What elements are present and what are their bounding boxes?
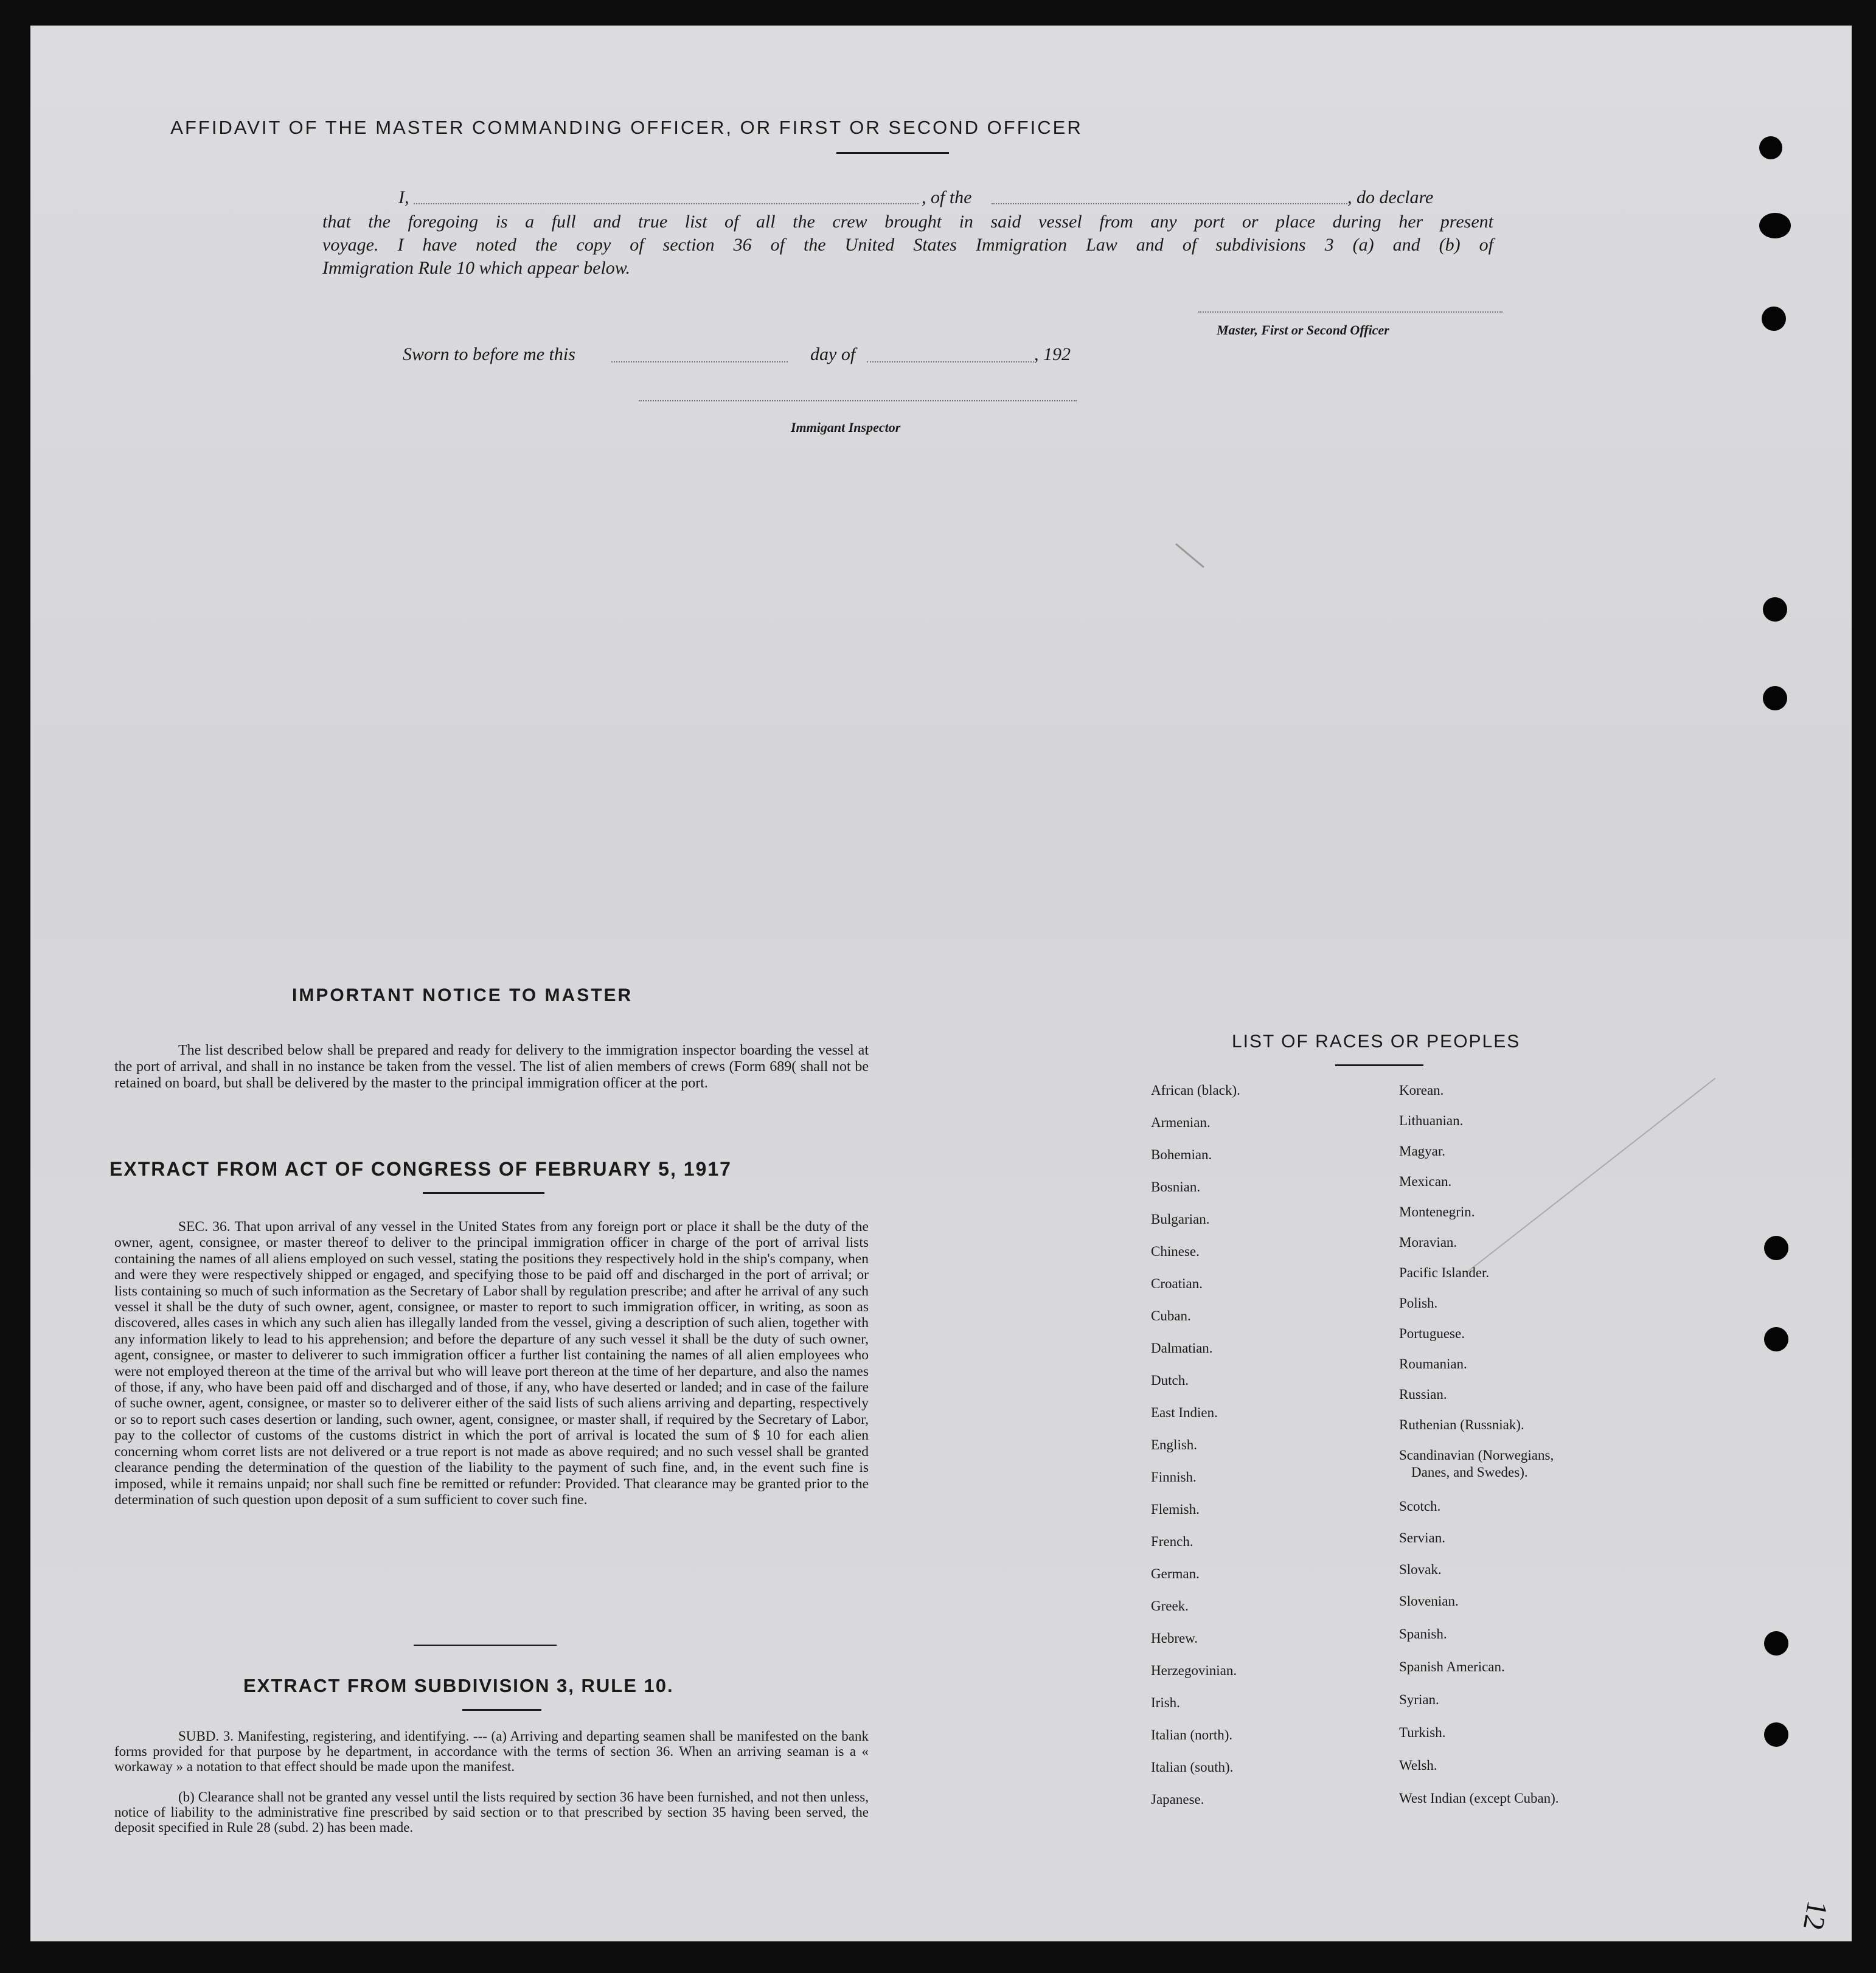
inspector-signature-field[interactable] <box>639 400 1077 401</box>
race-item: Magyar. <box>1399 1143 1446 1159</box>
divider <box>423 1192 544 1194</box>
race-item: Japanese. <box>1151 1792 1204 1807</box>
punch-hole-icon <box>1764 1327 1788 1351</box>
race-item: Croatian. <box>1151 1276 1203 1291</box>
divider <box>836 152 949 154</box>
race-item: Dutch. <box>1151 1373 1189 1388</box>
race-item: Danes, and Swedes). <box>1411 1465 1528 1480</box>
race-item: Servian. <box>1399 1530 1446 1545</box>
race-item: Spanish. <box>1399 1626 1447 1642</box>
race-item: Dalmatian. <box>1151 1340 1213 1356</box>
punch-hole-icon <box>1764 1236 1788 1260</box>
race-item: Italian (north). <box>1151 1727 1233 1742</box>
race-item: East Indien. <box>1151 1405 1218 1420</box>
stray-mark <box>1465 1078 1715 1274</box>
race-item: Scandinavian (Norwegians, <box>1399 1448 1554 1463</box>
sworn-month-field[interactable] <box>867 361 1034 362</box>
race-item: Bohemian. <box>1151 1147 1212 1162</box>
race-item: Greek. <box>1151 1598 1189 1614</box>
declaration-line-2: that the foregoing is a full and true list of all the crew brought in said vessel from any port or place during her present <box>322 212 1493 232</box>
race-item: Pacific Islander. <box>1399 1265 1490 1280</box>
race-item: Flemish. <box>1151 1502 1200 1517</box>
sworn-label: Sworn to before me this <box>403 344 575 364</box>
name-field[interactable] <box>414 203 919 204</box>
divider <box>462 1709 541 1711</box>
race-item: German. <box>1151 1566 1200 1581</box>
affidavit-title: AFFIDAVIT OF THE MASTER COMMANDING OFFICER, OR FIRST OR SECOND OFFICER <box>170 117 1083 138</box>
divider <box>414 1645 557 1646</box>
stray-mark <box>1175 543 1204 568</box>
day-of-label: day of <box>810 344 856 364</box>
act-heading: EXTRACT FROM ACT OF CONGRESS OF FEBRUARY 5, 1917 <box>109 1158 732 1180</box>
race-item: Turkish. <box>1399 1725 1446 1740</box>
declaration-line-4: Immigration Rule 10 which appear below. <box>322 258 631 278</box>
master-signature-field[interactable] <box>1198 311 1503 313</box>
race-item: Cuban. <box>1151 1308 1191 1323</box>
rule-body-a: SUBD. 3. Manifesting, registering, and identifying. --- (a) Arriving and departing seamen shall be manifested on the bank forms provided for that purpose by he department, in accordance with the terms of section 36. When an arriving seaman is a « workaway » a notation to that effect should be made upon the manifest. <box>114 1729 869 1774</box>
race-item: Armenian. <box>1151 1115 1211 1130</box>
race-item: African (black). <box>1151 1083 1240 1098</box>
punch-hole-icon <box>1764 1722 1788 1747</box>
declaration-declare: , do declare <box>1347 187 1434 207</box>
declaration-of-the: , of the <box>922 187 972 207</box>
race-item: Polish. <box>1399 1295 1438 1311</box>
race-item: Russian. <box>1399 1387 1447 1402</box>
year-label: , 192 <box>1034 344 1071 364</box>
notice-body: The list described below shall be prepared and ready for delivery to the immigration inspector boarding the vessel at the port of arrival, and shall in no instance be taken from the vessel. The list of alien members of crews (Form 689( shall not be retained on board, but shall be delivered by the master to the principal immigration officer at the port. <box>114 1042 869 1091</box>
race-item: Hebrew. <box>1151 1631 1198 1646</box>
race-item: West Indian (except Cuban). <box>1399 1791 1559 1806</box>
races-heading: LIST OF RACES OR PEOPLES <box>1232 1032 1521 1052</box>
punch-hole-icon <box>1763 686 1787 710</box>
race-item: Montenegrin. <box>1399 1204 1475 1219</box>
declaration-i: I, <box>398 187 409 207</box>
punch-hole-icon <box>1759 136 1782 159</box>
margin-page-mark: 12 <box>1796 1898 1834 1933</box>
rule-body-b: (b) Clearance shall not be granted any vessel until the lists required by section 36 have been furnished, and not then unless, notice of liability to the administrative fine prescribed by said section or to that prescribed by section 35 having been served, the deposit specified in Rule 28 (subd. 2) has been made. <box>114 1789 869 1835</box>
sworn-day-field[interactable] <box>611 361 788 362</box>
race-item: Slovak. <box>1399 1562 1442 1577</box>
race-item: Scotch. <box>1399 1499 1441 1514</box>
race-item: Finnish. <box>1151 1469 1197 1485</box>
inspector-label: Immigant Inspector <box>791 420 901 435</box>
race-item: Irish. <box>1151 1695 1180 1710</box>
race-item: Syrian. <box>1399 1692 1439 1707</box>
race-item: Ruthenian (Russniak). <box>1399 1417 1524 1432</box>
race-item: French. <box>1151 1534 1193 1549</box>
document-page <box>30 26 1852 1941</box>
race-item: Korean. <box>1399 1083 1444 1098</box>
race-item: Portuguese. <box>1399 1326 1465 1341</box>
divider <box>1335 1064 1423 1066</box>
race-item: Welsh. <box>1399 1758 1437 1773</box>
notice-heading: IMPORTANT NOTICE TO MASTER <box>292 985 633 1005</box>
race-item: Lithuanian. <box>1399 1113 1464 1128</box>
punch-hole-icon <box>1764 1631 1788 1656</box>
vessel-field[interactable] <box>992 203 1347 204</box>
act-body: SEC. 36. That upon arrival of any vessel in the United States from any foreign port or place it shall be the duty of the owner, agent, consignee, or master thereof to deliver to the principal immigration officer in charge of the port of arrival lists containing the names of all aliens employed on such vessel, stating the positions they respectively hold in the ship's company, when and were they were respectively shipped or engaged, and specifying those to be paid off and discharged in the port of arrival; or lists containing so much of such information as the Secretary of Labor shall by regulation prescribe; and after he arrival of any such vessel it shall be the duty of such owner, agent, consignee, or master to report to such immigration officer, in writing, as soon as discovered, alles cases in which any such alien has illegally landed from the vessel, giving a description of such alien, together with any information likely to lead to his apprehension; and before the departure of any such vessel it shall be the duty of such owner, agent, consignee, or master to deliverer to such immigration officer a further list containing the names of all alien employees who were not employed thereon at the time of the arrival but who will leave port thereon at the time of her departure, and also the names of those, if any, who have been paid off and discharged and of those, if any, who have deserted or landed; and in case of the failure of suche owner, agent, consignee, or master so to deliverer either of the said lists of such aliens arriving and departing, respectively or so to report such cases desertion or landing, such owner, agent, consignee, or master shall, if required by the Secretary of Labor, pay to the collector of customs of the customs district in which the port of arrival is located the sum of $ 10 for each alien concerning whom corret lists are not delivered or a true report is not made as above required; and no such vessel shall be granted clearance pending the determination of the question of the liability to the payment of such fine, and, in the event such fine is imposed, while it remains unpaid; nor shall such fine be remitted or refunder: Provided. That clearance may be granted prior to the determination of such question upon deposit of a sum sufficient to cover such fine. <box>114 1219 869 1508</box>
punch-hole-icon <box>1763 597 1787 622</box>
race-item: Herzegovinian. <box>1151 1663 1237 1678</box>
race-item: Italian (south). <box>1151 1760 1234 1775</box>
race-item: Mexican. <box>1399 1174 1452 1189</box>
race-item: Bosnian. <box>1151 1179 1201 1195</box>
race-item: Slovenian. <box>1399 1593 1459 1609</box>
race-item: Chinese. <box>1151 1244 1200 1259</box>
race-item: English. <box>1151 1437 1198 1452</box>
race-item: Spanish American. <box>1399 1659 1505 1674</box>
race-item: Bulgarian. <box>1151 1212 1210 1227</box>
declaration-line-3: voyage. I have noted the copy of section 36 of the United States Immigration Law and of subdivisions 3 (a) and (b) of <box>322 235 1493 255</box>
rule-heading: EXTRACT FROM SUBDIVISION 3, RULE 10. <box>243 1675 674 1696</box>
race-item: Roumanian. <box>1399 1356 1467 1371</box>
punch-hole-icon <box>1762 307 1786 331</box>
race-item: Moravian. <box>1399 1235 1457 1250</box>
punch-hole-icon <box>1759 213 1791 238</box>
master-label: Master, First or Second Officer <box>1217 322 1389 338</box>
